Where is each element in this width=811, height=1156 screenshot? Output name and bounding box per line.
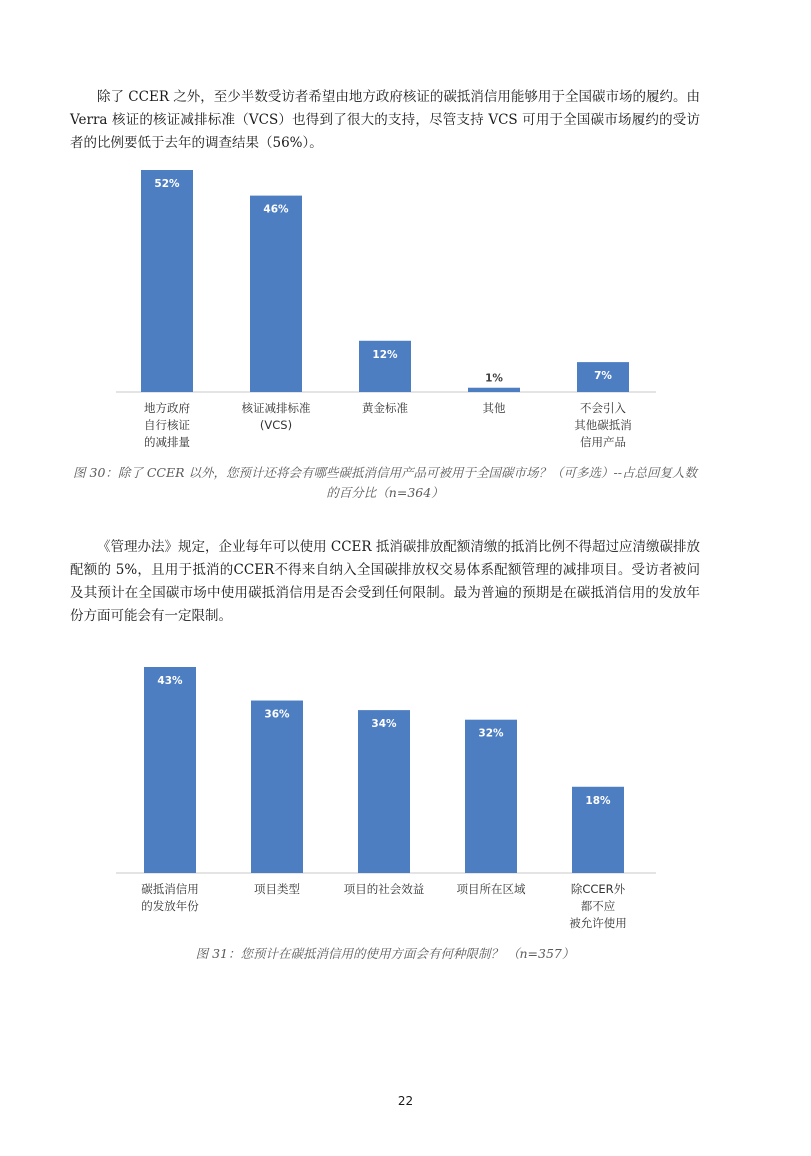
category-label-line: 黄金标准	[362, 401, 408, 415]
category-label	[362, 401, 408, 415]
category-label	[141, 882, 199, 913]
bar-value-label: 1%	[485, 372, 503, 385]
category-label	[569, 882, 627, 930]
category-label-line: 自行核证	[144, 418, 190, 432]
category-label-line: 的发放年份	[141, 899, 199, 913]
bar-value-label: 46%	[263, 203, 289, 216]
bar-value-label: 18%	[585, 794, 611, 807]
bar	[358, 710, 410, 873]
category-label-line: 不会引入	[580, 401, 626, 415]
category-label	[254, 882, 300, 896]
category-label	[574, 401, 632, 449]
paragraph-text: 《管理办法》规定，企业每年可以使用 CCER 抵消碳排放配额清缴的抵消比例不得超过应清缴碳排放配额的 5%，且用于抵消的CCER不得来自纳入全国碳排放权交易体系配额管理的减排项目。受访者被问及其预计在全国碳市场中使用碳抵消信用是否会受到任何限制。最为普遍的预期是在碳抵消信用的发放年份方面可能会有一定限制。	[70, 539, 700, 624]
bar-value-label: 7%	[594, 370, 612, 383]
bar	[144, 667, 196, 873]
category-label-line: 其他碳抵消	[574, 418, 632, 432]
chart-31-svg	[70, 655, 700, 940]
category-label-line: (VCS)	[259, 418, 293, 432]
bar	[250, 196, 302, 392]
bar-value-label: 34%	[371, 718, 397, 731]
bar-value-label: 43%	[157, 675, 183, 687]
paragraph-restrictions	[70, 536, 700, 628]
bar-value-label: 52%	[154, 178, 180, 190]
bar-value-label: 36%	[264, 708, 290, 721]
category-label-line: 其他	[482, 401, 506, 415]
chart-figure-31	[70, 655, 700, 940]
bar-value-label: 12%	[372, 348, 398, 361]
chart-30-svg	[70, 160, 700, 460]
category-label-line: 都不应	[580, 899, 616, 913]
chart-figure-30	[70, 160, 700, 460]
category-label	[457, 882, 526, 896]
bar-value-label: 32%	[478, 727, 504, 740]
category-label-line: 项目所在区域	[456, 882, 526, 896]
category-label	[144, 401, 190, 449]
bar	[468, 388, 520, 392]
category-label	[242, 401, 311, 432]
category-label-line: 被允许使用	[569, 916, 627, 930]
category-label-line: 项目的社会效益	[343, 882, 425, 896]
category-label-line: 信用产品	[580, 435, 626, 449]
category-label-line: 除CCER外	[570, 882, 626, 896]
category-label	[483, 401, 506, 415]
category-label-line: 碳抵消信用	[141, 882, 199, 896]
figure-30-caption: 图 30：除了 CCER 以外，您预计还将会有哪些碳抵消信用产品可被用于全国碳市场？（可多选）--占总回复人数的百分比（n=364）	[73, 465, 697, 500]
category-label-line: 项目类型	[254, 882, 300, 896]
bar	[251, 701, 303, 873]
bar	[465, 720, 517, 873]
paragraph-ccer-support	[70, 86, 700, 155]
figure-31-caption: 图 31：您预计在碳抵消信用的使用方面会有何种限制？ （n=357）	[195, 946, 575, 961]
bar	[141, 170, 193, 392]
page-number: 22	[397, 1094, 414, 1108]
category-label	[344, 882, 425, 896]
category-label-line: 的减排量	[144, 435, 190, 449]
category-label-line: 地方政府	[144, 401, 190, 415]
category-label-line: 核证减排标准	[241, 401, 311, 415]
paragraph-text: 除了 CCER 之外，至少半数受访者希望由地方政府核证的碳抵消信用能够用于全国碳市场的履约。由 Verra 核证的核证减排标准（VCS）也得到了很大的支持，尽管支持 VCS 可用于全国碳市场履约的受访者的比例要低于去年的调查结果（56%）。	[70, 89, 700, 151]
